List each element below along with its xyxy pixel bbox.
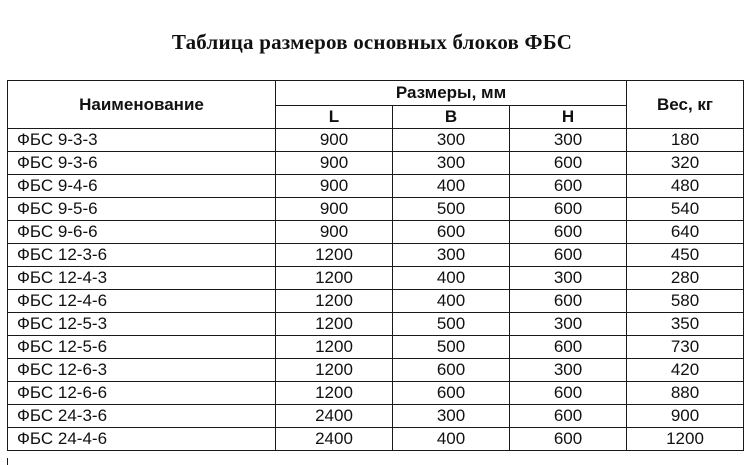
cell-weight: 540 [627,198,744,221]
cell-b: 600 [393,359,510,382]
cell-l: 2400 [276,405,393,428]
cell-l: 1200 [276,267,393,290]
cell-h: 600 [510,336,627,359]
cell-l: 900 [276,152,393,175]
cell-name: ФБС 9-3-3 [8,129,276,152]
header-b: B [393,106,510,129]
cell-b: 600 [393,382,510,405]
cell-l: 1200 [276,382,393,405]
table-row [8,267,744,290]
cell-name: ФБС 12-6-6 [8,382,276,405]
cell-l: 900 [276,175,393,198]
cell-weight: 420 [627,359,744,382]
header-weight: Вес, кг [627,81,744,129]
cell-b: 400 [393,267,510,290]
cell-weight: 640 [627,221,744,244]
cell-h: 600 [510,175,627,198]
cell-b: 500 [393,336,510,359]
cell-h: 300 [510,129,627,152]
cell-l: 900 [276,129,393,152]
table-row [8,198,744,221]
table-row [8,221,744,244]
cell-weight: 180 [627,129,744,152]
table-row [8,359,744,382]
cell-name: ФБС 12-4-6 [8,290,276,313]
cell-weight: 480 [627,175,744,198]
header-h: H [510,106,627,129]
cell-b: 500 [393,198,510,221]
cell-b: 500 [393,313,510,336]
cell-l: 1200 [276,313,393,336]
cell-name: ФБС 9-6-6 [8,221,276,244]
cell-weight: 450 [627,244,744,267]
cell-name: ФБС 24-3-6 [8,405,276,428]
cell-l: 900 [276,221,393,244]
cell-b: 300 [393,152,510,175]
table-row [8,382,744,405]
cell-weight: 1200 [627,428,744,451]
cell-name: ФБС 12-5-6 [8,336,276,359]
cell-l: 2400 [276,428,393,451]
cell-h: 600 [510,428,627,451]
cell-weight: 350 [627,313,744,336]
cell-name: ФБС 9-3-6 [8,152,276,175]
cell-h: 600 [510,221,627,244]
cell-h: 300 [510,313,627,336]
cell-name: ФБС 9-4-6 [8,175,276,198]
header-name: Наименование [8,81,276,129]
table-row [8,290,744,313]
cell-h: 600 [510,290,627,313]
cell-name: ФБС 12-4-3 [8,267,276,290]
cell-b: 600 [393,221,510,244]
header-sizes: Размеры, мм [276,81,627,106]
cell-h: 300 [510,359,627,382]
table-row [8,244,744,267]
cell-weight: 320 [627,152,744,175]
cell-h: 300 [510,267,627,290]
table-row [8,175,744,198]
header-l: L [276,106,393,129]
table-row [8,428,744,451]
cell-b: 400 [393,290,510,313]
cell-name: ФБС 12-5-3 [8,313,276,336]
cell-b: 300 [393,244,510,267]
cell-h: 600 [510,244,627,267]
cell-name: ФБС 24-4-6 [8,428,276,451]
fbs-blocks-table [7,80,744,451]
table-row [8,336,744,359]
cell-l: 1200 [276,336,393,359]
table-row [8,129,744,152]
cell-h: 600 [510,382,627,405]
cell-l: 1200 [276,359,393,382]
cell-h: 600 [510,198,627,221]
table-row [8,152,744,175]
cell-name: ФБС 12-3-6 [8,244,276,267]
cell-weight: 730 [627,336,744,359]
cell-l: 1200 [276,244,393,267]
table-row [8,313,744,336]
page-title: Таблица размеров основных блоков ФБС [171,30,573,54]
cell-weight: 580 [627,290,744,313]
cell-l: 900 [276,198,393,221]
cell-name: ФБС 9-5-6 [8,198,276,221]
cell-weight: 880 [627,382,744,405]
table-header [8,81,744,129]
table-row [8,405,744,428]
cell-name: ФБС 12-6-3 [8,359,276,382]
cell-weight: 280 [627,267,744,290]
cell-h: 600 [510,152,627,175]
cell-l: 1200 [276,290,393,313]
cell-b: 400 [393,175,510,198]
cell-b: 300 [393,129,510,152]
header-row-top [8,81,744,106]
cell-b: 300 [393,405,510,428]
table-continuation [7,458,744,465]
cell-h: 600 [510,405,627,428]
cell-b: 400 [393,428,510,451]
table-body [8,129,744,451]
cell-weight: 900 [627,405,744,428]
